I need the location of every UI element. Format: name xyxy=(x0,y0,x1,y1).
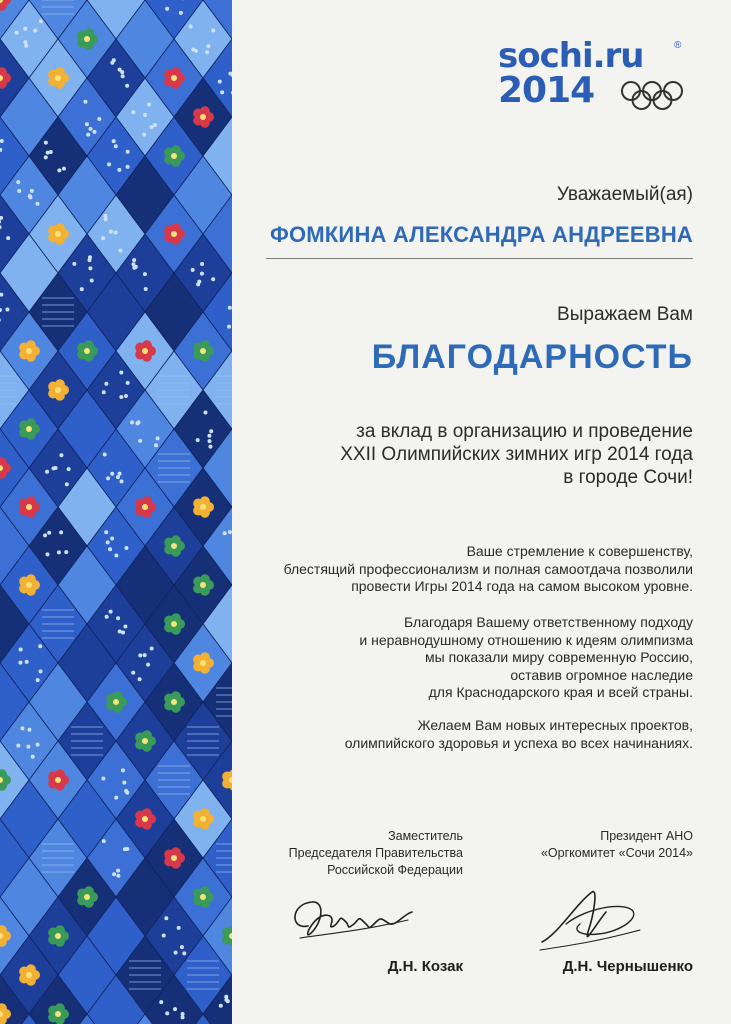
patchwork-pattern xyxy=(0,0,232,1024)
signature-chernyshenko xyxy=(536,884,646,958)
signatory-title-line: Российской Федерации xyxy=(327,863,463,877)
express-phrase: Выражаем Вам xyxy=(557,304,693,325)
signatory-title-line: «Оргкомитет «Сочи 2014» xyxy=(540,846,693,860)
contribution-text xyxy=(340,420,693,489)
paragraph-line: блестящий профессионализм и полная самоотдача позволили xyxy=(283,560,693,577)
greeting: Уважаемый(ая) xyxy=(556,184,693,205)
logo-registered-mark: ® xyxy=(674,40,682,51)
signatory-title-line: Заместитель xyxy=(388,829,463,843)
logo-text-line2: 2014 xyxy=(498,70,595,111)
paragraph-line: олимпийского здоровья и успеха во всех начинаниях. xyxy=(344,734,693,751)
olympic-rings-icon xyxy=(620,80,684,110)
signatory-title-line: Президент АНО xyxy=(600,829,693,843)
contribution-line: за вклад в организацию и проведение xyxy=(356,421,693,442)
patchwork-pattern-border xyxy=(0,0,232,1024)
signatory-left-title xyxy=(289,828,463,879)
paragraph-line: мы показали миру современную Россию, xyxy=(425,649,693,665)
paragraph-line: оставив огромное наследие xyxy=(510,666,693,683)
paragraph-line: Благодаря Вашему ответственному подходу xyxy=(404,614,693,630)
certificate-title: БЛАГОДАРНОСТЬ xyxy=(371,338,693,376)
paragraph-line: Желаем Вам новых интересных проектов, xyxy=(417,717,693,733)
signature-kozak xyxy=(286,890,416,952)
paragraph-line: провести Игры 2014 года на самом высоком уровне. xyxy=(351,578,693,594)
sochi-2014-logo xyxy=(498,38,698,114)
signatory-left-name: Д.Н. Козак xyxy=(387,958,463,975)
paragraph-line: Ваше стремление к совершенству, xyxy=(466,543,693,559)
paragraph-line: для Краснодарского края и всей страны. xyxy=(428,684,693,700)
logo-text-line1: sochi.ru xyxy=(498,36,644,76)
name-underline xyxy=(266,258,693,259)
contribution-line: в городе Сочи! xyxy=(563,467,693,488)
paragraph-excellence xyxy=(284,543,693,596)
signatory-right-title xyxy=(541,828,693,862)
contribution-line: XXII Олимпийских зимних игр 2014 года xyxy=(340,444,693,465)
paragraph-line: и неравнодушному отношению к идеям олимпизма xyxy=(359,631,693,648)
paragraph-legacy xyxy=(359,614,693,702)
signatory-right-name: Д.Н. Чернышенко xyxy=(562,958,693,975)
paragraph-wishes xyxy=(345,717,693,752)
recipient-name: ФОМКИНА АЛЕКСАНДРА АНДРЕЕВНА xyxy=(269,222,693,247)
signatory-title-line: Председателя Правительства xyxy=(288,846,463,860)
